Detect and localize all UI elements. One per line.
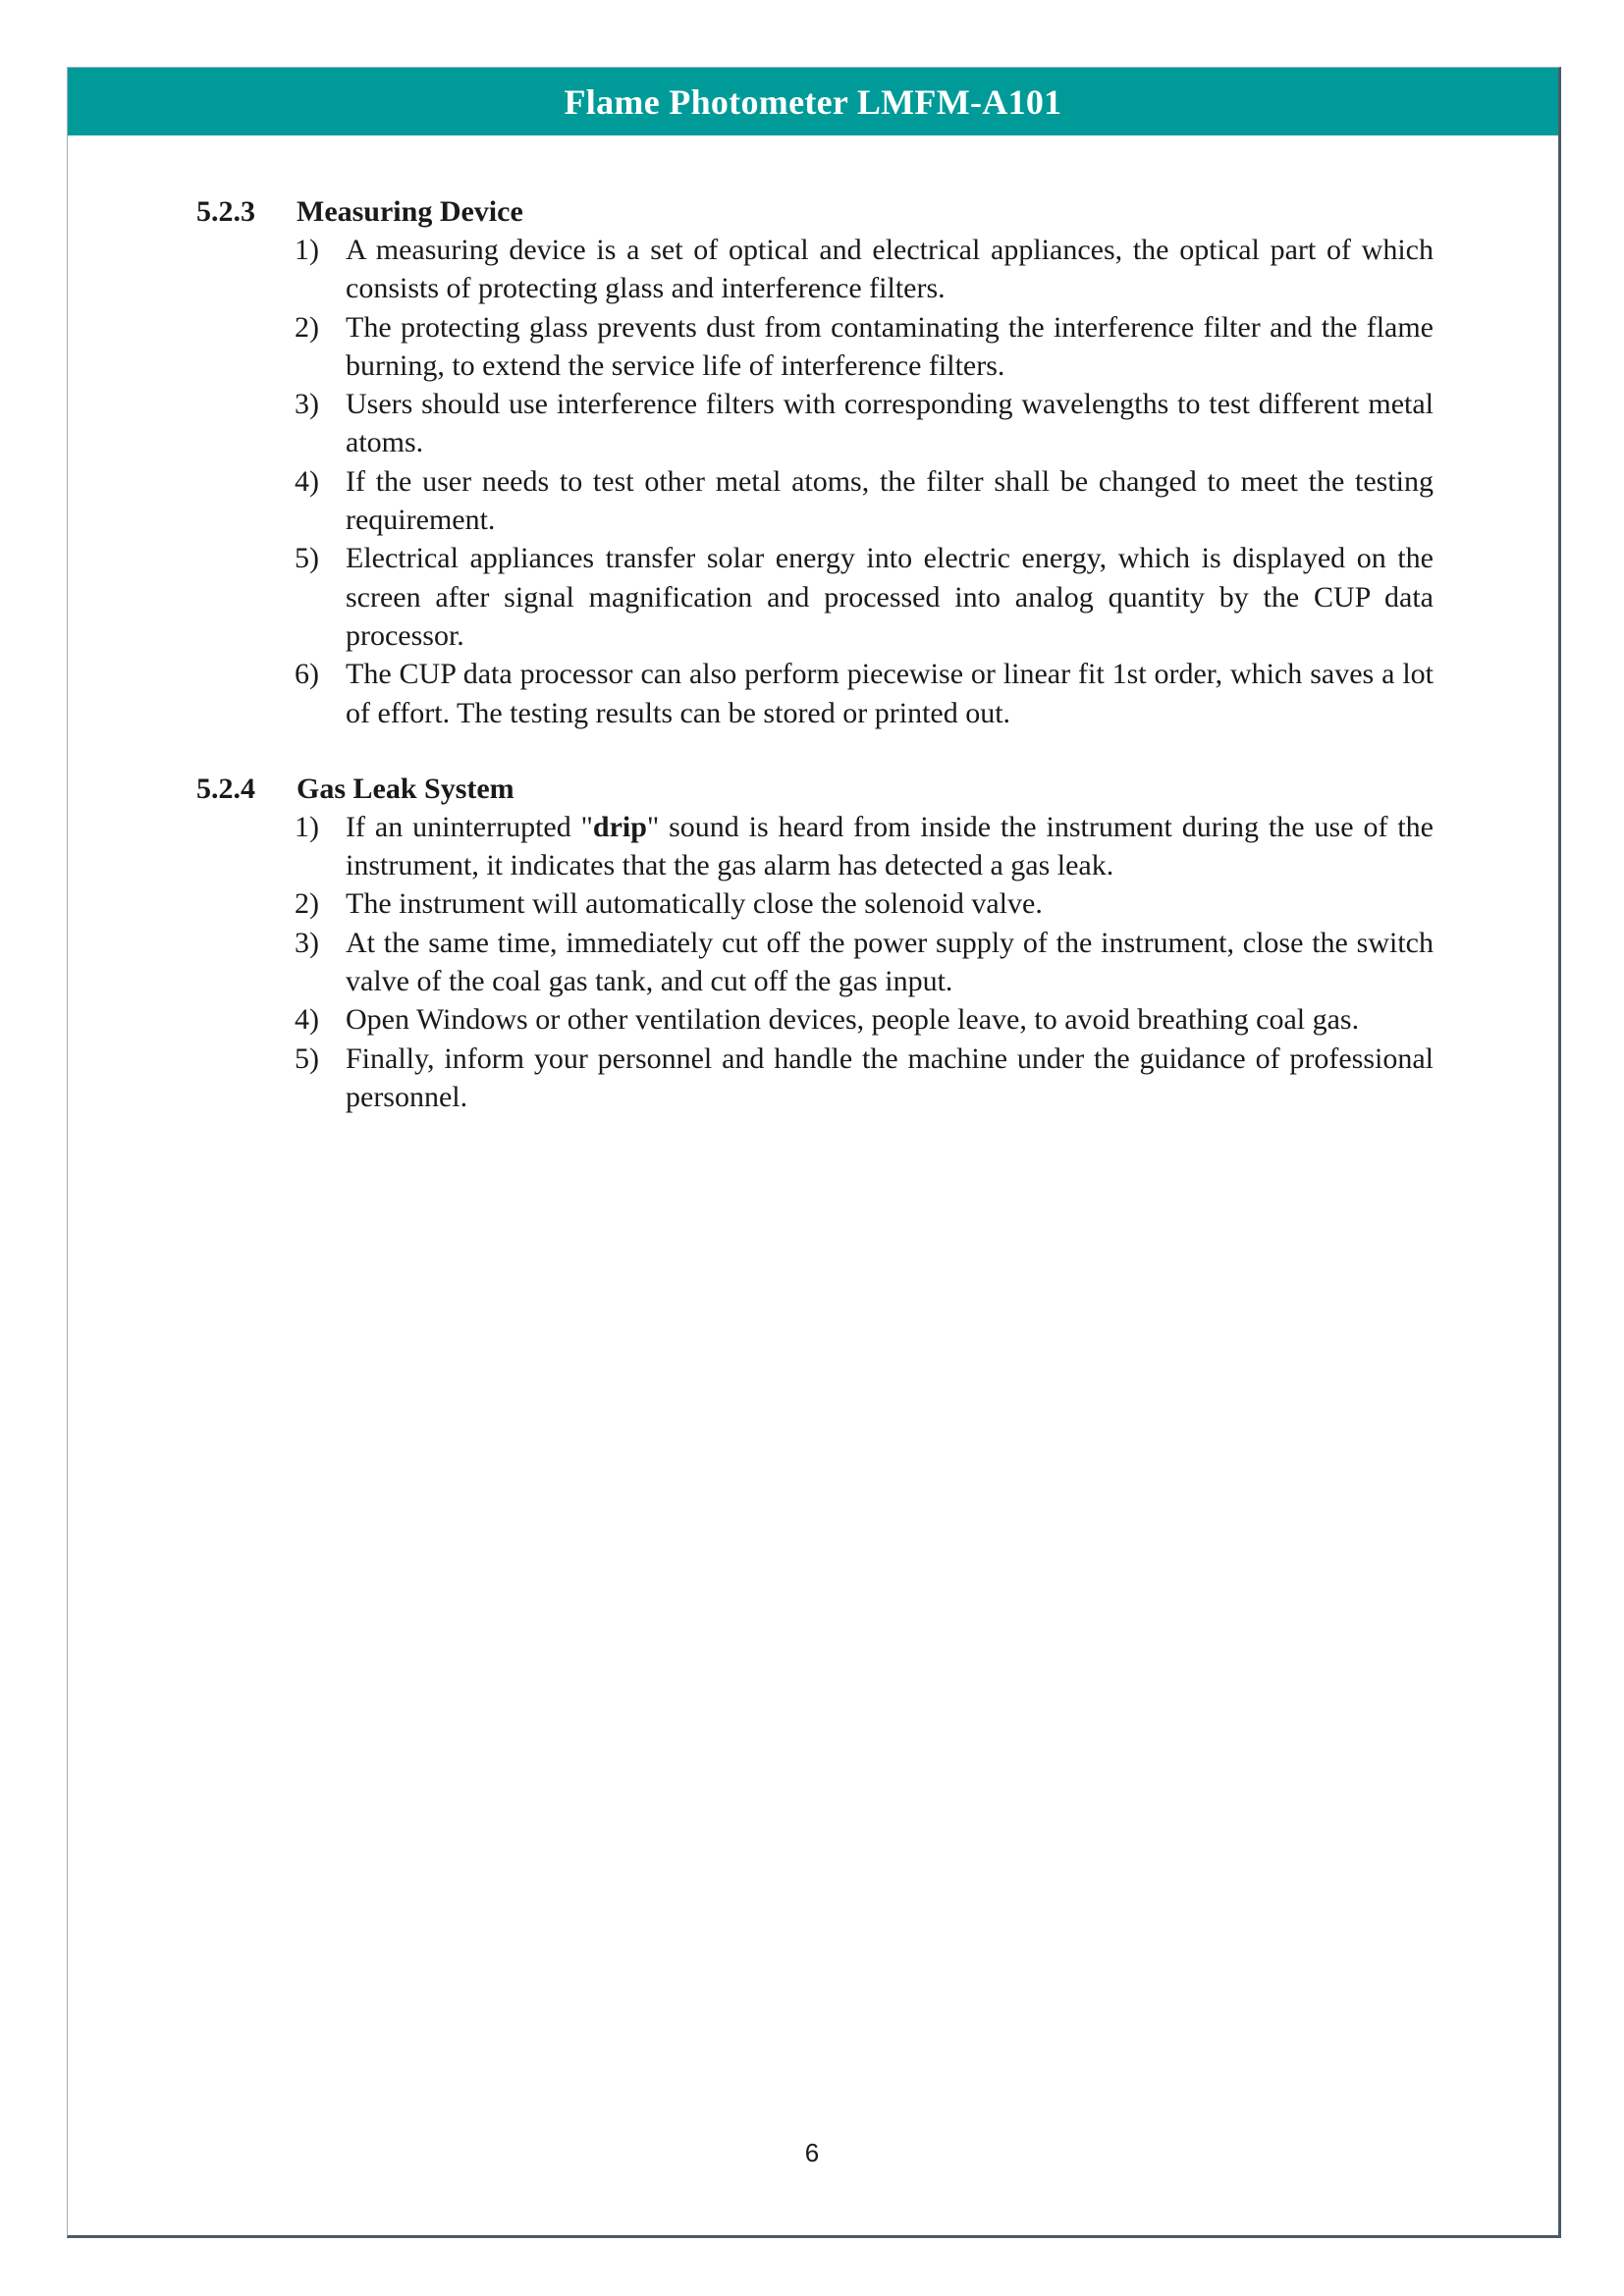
text-segment: " sound is heard from inside the instrument during the use of the instrument, it indicates that the gas alarm has detected a gas leak.: [346, 810, 1434, 882]
section-gas-leak-system: [196, 770, 1434, 1116]
section-title: Gas Leak System: [297, 772, 514, 805]
list-item-text: The CUP data processor can also perform piecewise or linear fit 1st order, which saves a lot of effort. The testing results can be stored or printed out.: [346, 658, 1434, 729]
list-item-text: Users should use interference filters with corresponding wavelengths to test different metal atoms.: [346, 388, 1434, 459]
list-item-text: A measuring device is a set of optical and electrical appliances, the optical part of which consists of protecting glass and interference filters.: [346, 234, 1434, 305]
list-marker: 2): [295, 887, 319, 921]
list-item-text: If the user needs to test other metal atoms, the filter shall be changed to meet the testing requirement.: [346, 464, 1434, 537]
section-title: Measuring Device: [297, 195, 523, 228]
text-segment: If an uninterrupted ": [346, 810, 593, 843]
list-marker: 2): [295, 310, 319, 344]
page-number: 6: [804, 2138, 820, 2167]
list-item-text: At the same time, immediately cut off the power supply of the instrument, close the switch valve of the coal gas tank, and cut off the gas input.: [346, 926, 1434, 998]
list-item: [295, 539, 1434, 655]
list-marker: 1): [295, 810, 319, 843]
list-marker: 3): [295, 388, 319, 421]
section-number: 5.2.4: [196, 772, 255, 805]
list-item: [295, 1040, 1434, 1117]
list-item-text: Open Windows or other ventilation devices, people leave, to avoid breathing coal gas.: [346, 1003, 1360, 1037]
list-item: [295, 808, 1434, 885]
header-bar: [68, 68, 1558, 135]
list-marker: 5): [295, 1041, 319, 1075]
list-item-text: Finally, inform your personnel and handle the machine under the guidance of professional personnel.: [346, 1041, 1434, 1113]
section-measuring-device: [196, 192, 1434, 732]
section-heading: [196, 192, 1434, 231]
document-title: Flame Photometer LMFM-A101: [564, 81, 1062, 122]
list-item: [295, 308, 1434, 386]
list-item-text: Electrical appliances transfer solar energy into electric energy, which is displayed on the screen after signal magnification and processed into analog quantity by the CUP data processor.: [346, 542, 1434, 652]
list-item: [295, 924, 1434, 1001]
list-item: [295, 385, 1434, 462]
list-item-text: The instrument will automatically close the solenoid valve.: [346, 887, 1043, 921]
list-item: [295, 1000, 1434, 1039]
numbered-list: [196, 808, 1434, 1116]
list-item: [295, 231, 1434, 308]
list-marker: 6): [295, 658, 319, 691]
list-marker: 4): [295, 464, 319, 498]
numbered-list: [196, 231, 1434, 732]
list-marker: 1): [295, 234, 319, 266]
list-item: [295, 462, 1434, 540]
section-heading: [196, 770, 1434, 808]
list-marker: 4): [295, 1003, 319, 1037]
list-marker: 3): [295, 926, 319, 959]
list-item: [295, 655, 1434, 732]
bold-term: drip: [592, 810, 647, 843]
page-content: [196, 192, 1434, 1153]
list-item-text: The protecting glass prevents dust from contaminating the interference filter and the flame burning, to extend the service life of interference filters.: [346, 310, 1434, 382]
section-number: 5.2.3: [196, 195, 255, 228]
list-marker: 5): [295, 542, 319, 575]
list-item-text: [346, 808, 1434, 885]
list-item: [295, 884, 1434, 923]
